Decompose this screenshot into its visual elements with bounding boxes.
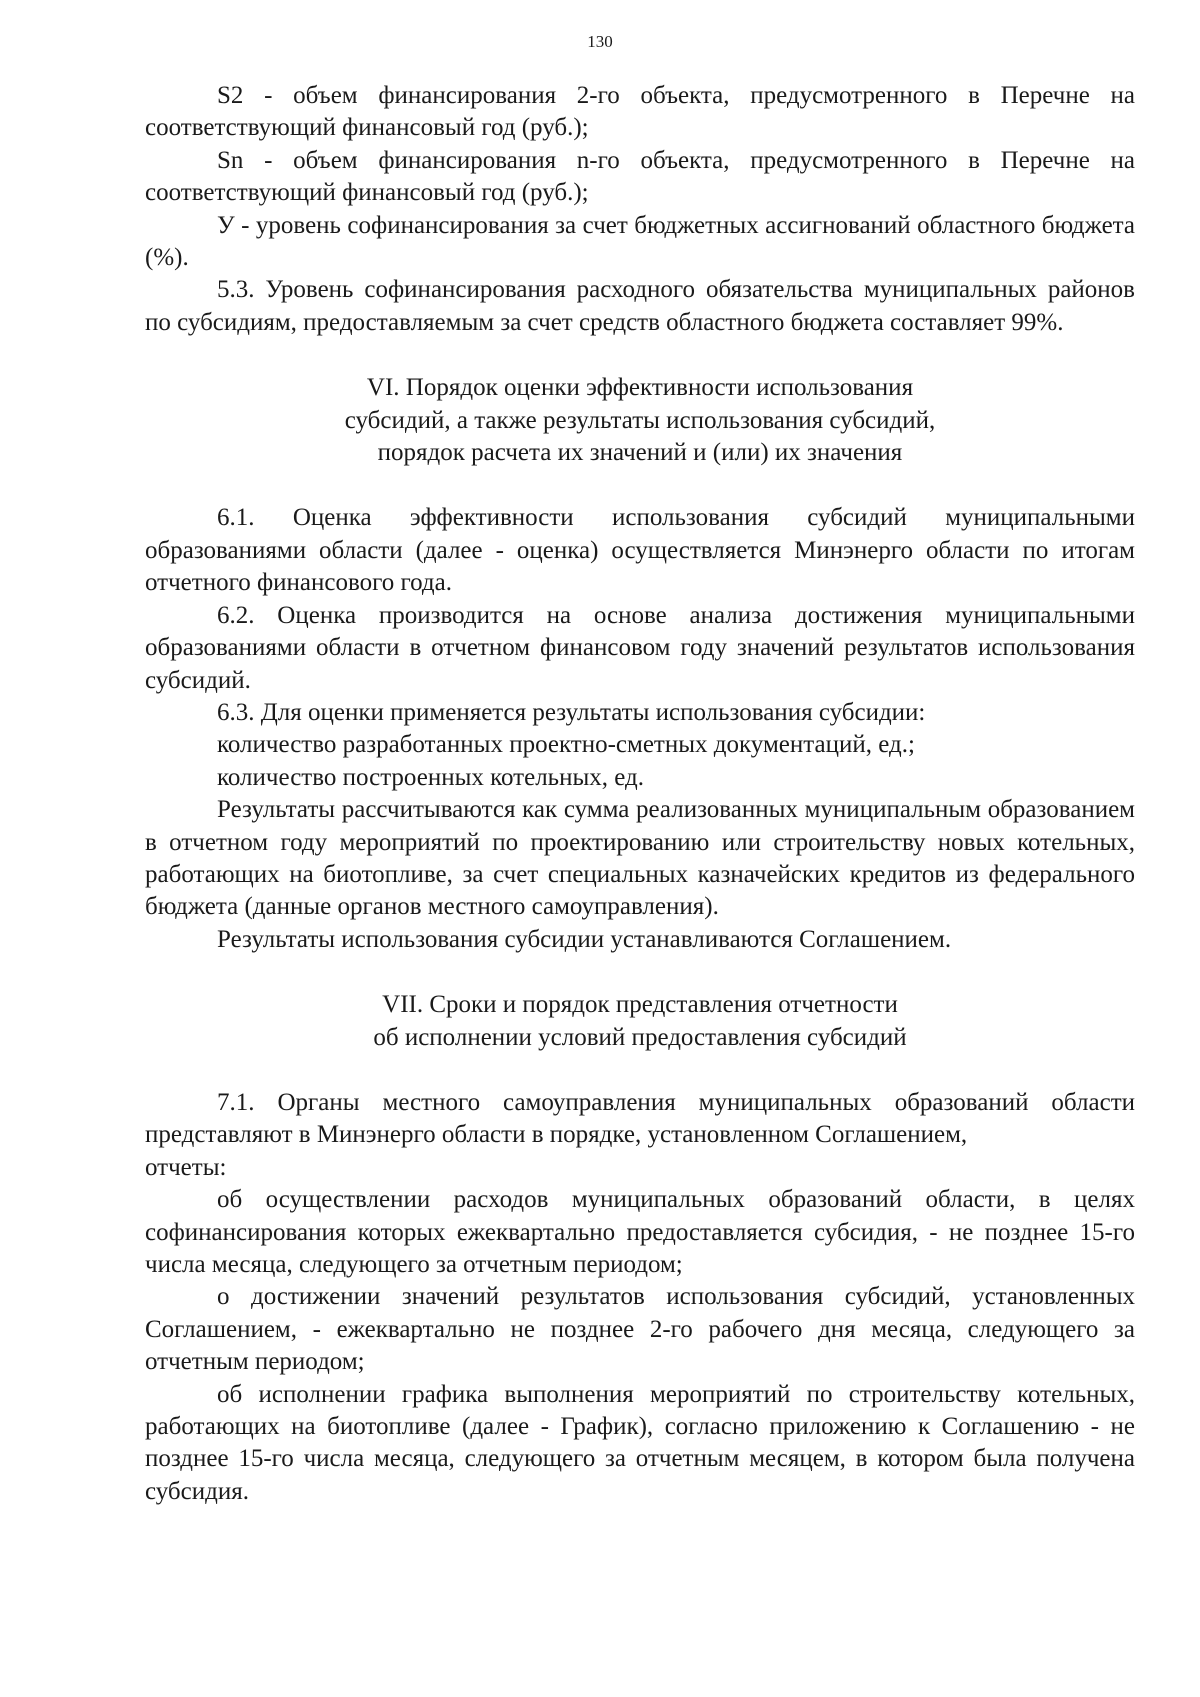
report-item-results: о достижении значений результатов использования субсидий, установленных Соглашением, - ежеквартально не позднее 2-го рабочего дня месяца, следующего за отчетным периодом;: [145, 1283, 1135, 1376]
paragraph-6-3: 6.3. Для оценки применяется результаты использования субсидии:: [217, 698, 926, 726]
section-6-heading-line: порядок расчета их значений и (или) их значения: [377, 439, 903, 467]
paragraph-6-3-item-design: количество разработанных проектно-сметных документаций, ед.;: [217, 731, 915, 759]
section-7-heading: [145, 989, 1135, 1054]
section-6-heading-line: субсидий, а также результаты использования субсидий,: [344, 406, 936, 434]
paragraph-7-1: 7.1. Органы местного самоуправления муниципальных образований области представляют в Минэнерго области в порядке, установленном Соглашением,: [145, 1088, 1135, 1149]
paragraph-results-calc: Результаты рассчитываются как сумма реализованных муниципальным образованием в отчетном году мероприятий по проектированию или строительству новых котельных, работающих на биотопливе, за счет специальных казначейских кредитов из федерального бюджета (данные органов местного самоуправления).: [145, 796, 1135, 921]
paragraph-7-1-tail: отчеты:: [145, 1153, 227, 1181]
section-6-heading-line: VI. Порядок оценки эффективности использования: [366, 374, 914, 402]
paragraph-sn: Sn - объем финансирования n-го объекта, предусмотренного в Перечне на соответствующий финансовый год (руб.);: [145, 146, 1135, 207]
section-7-heading-line: VII. Сроки и порядок представления отчетности: [382, 991, 898, 1019]
paragraph-6-1: 6.1. Оценка эффективности использования субсидий муниципальными образованиями области (далее - оценка) осуществляется Минэнерго области по итогам отчетного финансового года.: [145, 504, 1135, 597]
document-body: [145, 80, 1135, 1508]
report-item-expenses: об осуществлении расходов муниципальных образований области, в целях софинансирования которых ежеквартально предоставляется субсидия, - не позднее 15-го числа месяца, следующего за отчетным периодом;: [145, 1186, 1135, 1278]
paragraph-6-3-item-boilers: количество построенных котельных, ед.: [217, 763, 644, 791]
paragraph-u: У - уровень софинансирования за счет бюджетных ассигнований областного бюджета (%).: [145, 211, 1135, 272]
paragraph-6-2: 6.2. Оценка производится на основе анализа достижения муниципальными образованиями области в отчетном финансовом году значений результатов использования субсидий.: [145, 601, 1135, 694]
page-number: 130: [587, 32, 613, 51]
report-item-schedule: об исполнении графика выполнения мероприятий по строительству котельных, работающих на биотопливе (далее - График), согласно приложению к Соглашению - не позднее 15-го числа месяца, следующего за отчетным месяцем, в котором была получена субсидия.: [145, 1380, 1135, 1505]
paragraph-5-3: 5.3. Уровень софинансирования расходного обязательства муниципальных районов по субсидиям, предоставляемым за счет средств областного бюджета составляет 99%.: [145, 276, 1135, 336]
section-6-heading: [145, 372, 1135, 469]
section-7-heading-line: об исполнении условий предоставления субсидий: [373, 1023, 907, 1051]
paragraph-s2: S2 - объем финансирования 2-го объекта, предусмотренного в Перечне на соответствующий финансовый год (руб.);: [145, 82, 1135, 142]
paragraph-results-agreement: Результаты использования субсидии устанавливаются Соглашением.: [217, 925, 952, 953]
